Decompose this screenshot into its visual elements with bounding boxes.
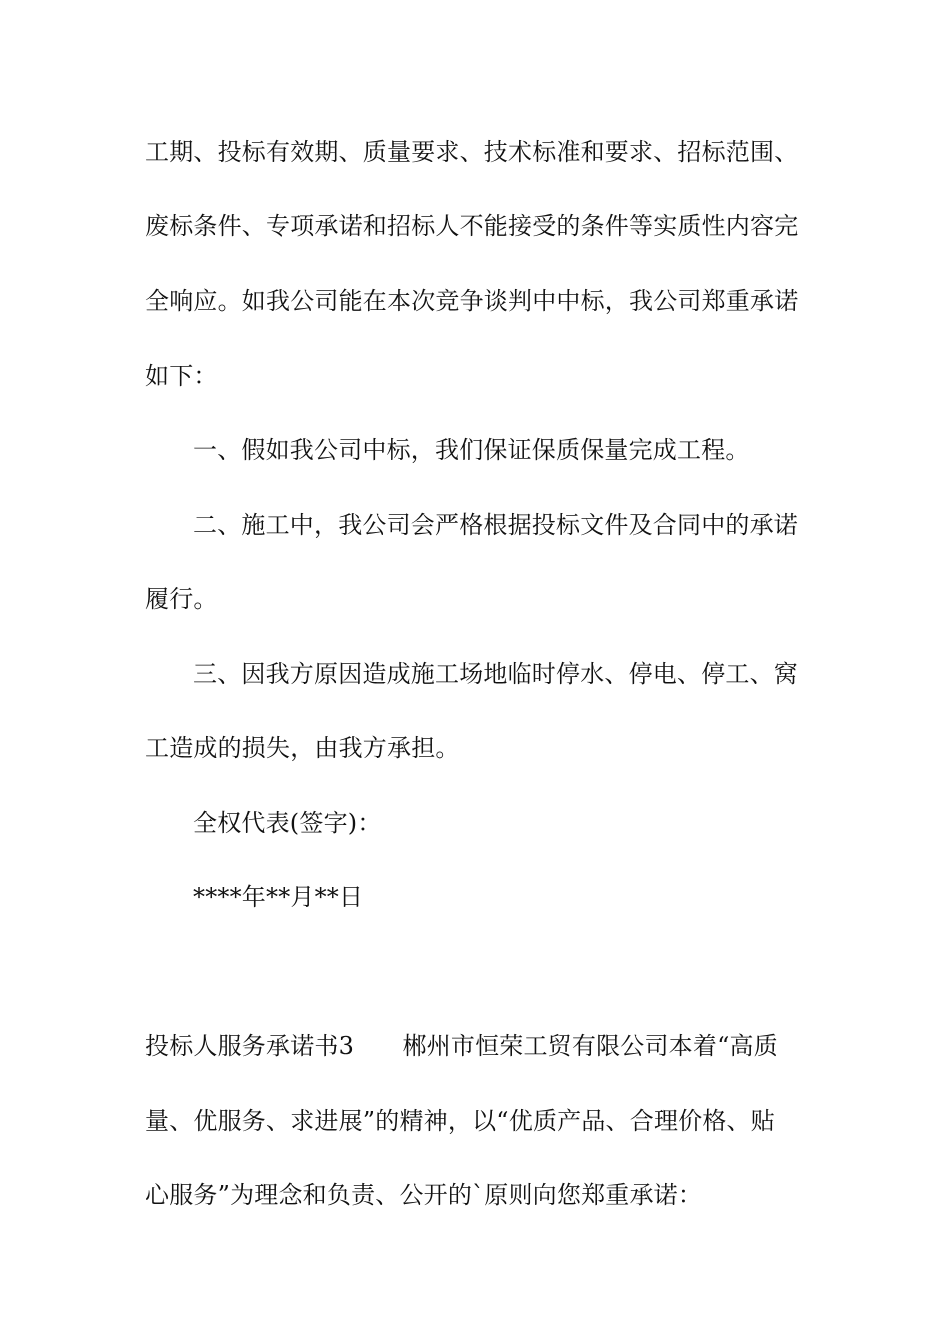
commitment-item-3: 三、因我方原因造成施工场地临时停水、停电、停工、窝	[193, 660, 798, 688]
paragraph-line: 心服务”为理念和负责、公开的`原则向您郑重承诺：	[145, 1181, 703, 1209]
paragraph-line: 量、优服务、求进展”的精神，以“优质产品、合理价格、贴	[145, 1107, 775, 1135]
paragraph-line: 如下：	[145, 362, 218, 390]
signature-label: 全权代表(签字)：	[193, 809, 382, 837]
paragraph-line: 工期、投标有效期、质量要求、技术标准和要求、招标范围、	[145, 138, 799, 166]
section-heading-line: 投标人服务承诺书3 郴州市恒荣工贸有限公司本着“高质	[145, 1032, 778, 1060]
paragraph-line: 废标条件、专项承诺和招标人不能接受的条件等实质性内容完	[145, 212, 799, 240]
commitment-item-2: 二、施工中，我公司会严格根据投标文件及合同中的承诺	[193, 511, 798, 539]
commitment-item-1: 一、假如我公司中标，我们保证保质保量完成工程。	[193, 436, 750, 464]
paragraph-line: 全响应。如我公司能在本次竞争谈判中中标，我公司郑重承诺	[145, 287, 799, 315]
paragraph-line: 履行。	[145, 585, 218, 613]
date-line: ****年**月**日	[193, 883, 364, 911]
paragraph-line: 工造成的损失，由我方承担。	[145, 734, 460, 762]
